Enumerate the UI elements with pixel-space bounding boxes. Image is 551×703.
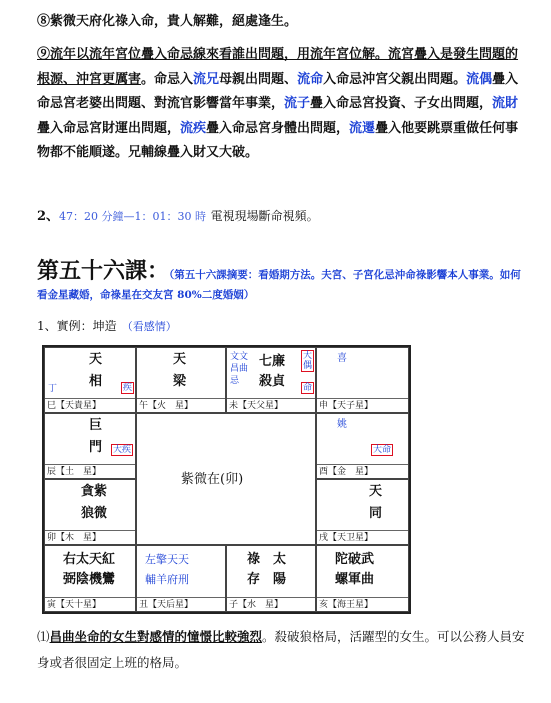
palace-hai <box>316 545 409 612</box>
ziwei-chart <box>42 345 411 614</box>
analysis-rest: 。殺破狼格局，活躍型的女生。可以公務人員安身或者很固定上班的格局。 <box>37 629 525 670</box>
palace-zi <box>226 545 316 612</box>
palace-wu-star-1: 天 <box>173 352 187 367</box>
palace-yin-star-1: 右太天紅 <box>63 552 116 567</box>
palace-chou-star-1: 左擎天天 <box>145 553 189 566</box>
palace-you-side: 姚 <box>337 419 347 430</box>
item-2-desc: 電視現場斷命視頻。 <box>210 209 319 223</box>
palace-yin <box>44 545 136 612</box>
chart-center-label: 紫微在(卯) <box>181 472 244 487</box>
palace-si-star-2: 相 <box>89 374 103 389</box>
palace-wu <box>136 347 226 413</box>
example-link[interactable]: （看感情） <box>121 320 177 333</box>
palace-chen-foot: 辰【土 星】 <box>45 464 135 478</box>
chart-center <box>136 413 316 545</box>
analysis-number: ⑴ <box>37 629 50 644</box>
palace-chen-star-1: 巨 <box>89 418 103 433</box>
example-line <box>37 315 527 334</box>
palace-si-foot: 巳【天貴星】 <box>45 398 135 412</box>
p9-c: 。命忌入 <box>141 71 194 87</box>
palace-si-box: 疾 <box>123 383 133 393</box>
palace-chen-box: 大疾 <box>113 445 132 455</box>
palace-chou <box>136 545 226 612</box>
palace-wu-foot: 午【火 星】 <box>137 398 225 412</box>
palace-xu-star-1: 天 <box>369 484 383 499</box>
palace-wei-star-1: 七廉 <box>259 354 286 369</box>
palace-wei <box>226 347 316 413</box>
p9-k: 疊入命忌宮投資、子女出問題， <box>310 96 493 111</box>
palace-wu-star-2: 梁 <box>173 374 187 389</box>
analysis-paragraph <box>37 624 527 676</box>
palace-wei-foot: 未【天父星】 <box>227 398 315 412</box>
palace-zi-star-1: 祿 太 <box>247 552 287 567</box>
paragraph-9 <box>37 43 527 166</box>
paragraph-8-text: ⑧紫微天府化祿入命，貴人解難，絕處逢生。 <box>37 14 298 29</box>
palace-si-star-1: 天 <box>89 352 103 367</box>
p9-d: 流兄 <box>193 71 220 87</box>
item-2-time: 47：20 分鐘—1：01：30 時 <box>59 210 207 223</box>
palace-chen-star-2: 門 <box>89 440 103 455</box>
palace-you-foot: 酉【金 星】 <box>317 464 408 478</box>
paragraph-8 <box>37 10 527 34</box>
palace-xu-star-2: 同 <box>369 506 383 521</box>
palace-mao-foot: 卯【木 星】 <box>45 530 135 544</box>
palace-you <box>316 413 409 479</box>
palace-zi-star-2: 存 陽 <box>247 572 287 587</box>
item-2 <box>37 204 527 229</box>
palace-mao-star-2: 狼微 <box>81 506 108 521</box>
p9-g: 入命忌沖宮父親出問題。 <box>323 71 467 87</box>
palace-you-box: 大命 <box>373 445 392 455</box>
example-label: 1、實例：坤造 <box>37 319 117 333</box>
analysis-strong: 昌曲坐命的女生對感情的憧憬比較強烈 <box>49 629 263 644</box>
p9-q: 疊入他要跳票重做任何事物都不能順遂。兄輔線疊入財又大破。 <box>37 120 519 160</box>
palace-hai-star-1: 陀破武 <box>335 552 375 567</box>
palace-xu-foot: 戌【天卫星】 <box>317 530 408 544</box>
palace-hai-star-2: 螺軍曲 <box>335 572 375 587</box>
palace-xu <box>316 479 409 545</box>
palace-shen-foot: 申【天子星】 <box>317 398 408 412</box>
palace-chou-foot: 丑【天后星】 <box>137 597 225 611</box>
p9-b: 。流宮疊入是發生問題的根源、沖宮更厲害 <box>37 47 519 87</box>
palace-wei-box: 大偶 <box>303 351 313 371</box>
lesson-summary: （第五十六課摘要：看婚期方法。夫宮、子宮化忌沖命祿影響本人事業。如何看金星藏婚，命祿星在交友宮 80%二度婚姻） <box>37 269 521 301</box>
lesson-title: 第五十六課： <box>37 258 170 284</box>
p9-j: 流子 <box>284 96 311 111</box>
palace-si <box>44 347 136 413</box>
palace-chen <box>44 413 136 479</box>
p9-f: 流命 <box>297 71 324 87</box>
item-2-number: 2、 <box>37 209 60 224</box>
palace-mao-star-1: 貪紫 <box>81 484 108 499</box>
p9-h: 流偶 <box>466 71 493 87</box>
palace-wei-side: 文文 昌曲 忌 <box>230 352 249 386</box>
palace-shen-star-1: 喜 <box>337 353 347 364</box>
p9-m: 疊入命忌宮財運出問題， <box>37 120 181 136</box>
palace-yin-star-2: 弼陰機鸞 <box>63 572 116 587</box>
p9-e: 母親出問題、 <box>219 71 298 87</box>
palace-chou-star-2: 輔羊府刑 <box>145 573 189 586</box>
palace-wei-box-2: 命 <box>303 383 313 393</box>
palace-yin-foot: 寅【天十星】 <box>45 597 135 611</box>
palace-wei-star-2: 殺貞 <box>259 374 286 389</box>
palace-zi-foot: 子【水 星】 <box>227 597 315 611</box>
palace-si-side: 丁 <box>48 384 58 394</box>
lesson-heading <box>37 258 527 304</box>
p9-o: 疊入命忌宮身體出問題， <box>206 120 350 136</box>
palace-shen <box>316 347 409 413</box>
p9-a: ⑨流年以流年宮位疊入命忌線來看誰出問題，用流年宮位解 <box>37 47 376 62</box>
p9-i: 疊入命忌宮老婆出問題、對流官影響當年事業， <box>37 71 519 111</box>
palace-mao <box>44 479 136 545</box>
p9-p: 流遷 <box>349 120 376 136</box>
palace-hai-foot: 亥【海王星】 <box>317 597 408 611</box>
p9-l: 流財 <box>492 96 519 111</box>
p9-n: 流疾 <box>180 120 207 136</box>
